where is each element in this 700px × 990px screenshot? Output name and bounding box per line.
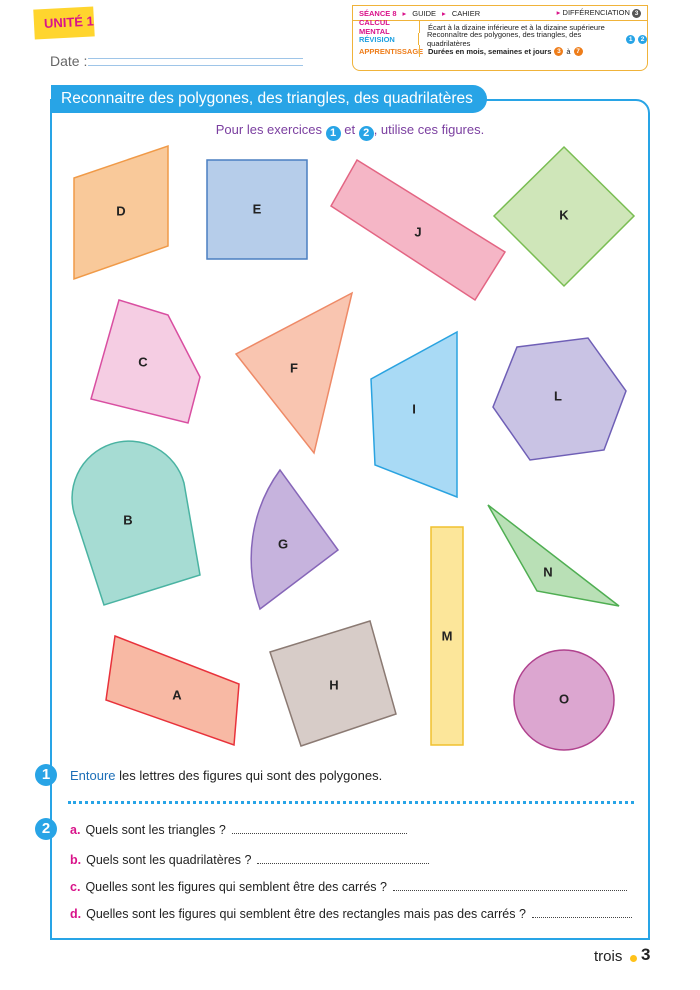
shape-e[interactable] [207,160,307,259]
arrow-icon: ▸ [442,8,446,18]
info-value: Reconnaître des polygones, des triangles, des quadrilatères 1 2 [418,33,647,45]
svg-text:M: M [441,628,453,644]
arrow-icon: ▸ [402,8,407,18]
shape-a[interactable] [106,636,239,745]
shape-h[interactable] [270,621,396,746]
footer-dot [630,955,637,962]
shape-b[interactable] [72,441,200,605]
shape-f[interactable] [236,293,352,453]
page-word: trois [594,948,623,965]
info-value: Écart à la dizaine inférieure et à la dizaine supérieure [419,21,605,33]
info-key: CALCUL MENTAL [359,18,390,36]
shape-o[interactable] [514,650,614,750]
svg-text:J: J [414,224,422,240]
svg-text:H: H [329,677,339,693]
shape-c[interactable] [91,300,200,423]
svg-text:I: I [412,401,416,417]
svg-text:K: K [559,207,569,223]
section-title: Reconnaitre des polygones, des triangles, des quadrilatères [51,85,487,113]
info-key: APPRENTISSAGE [359,46,424,56]
svg-text:F: F [290,360,298,376]
exercise-1-verb: Entoure [70,768,116,783]
info-key: RÉVISION [359,34,395,44]
svg-text:G: G [277,536,289,552]
exercise-2-number: 2 [35,818,57,840]
exercise-2-badge: 2 [359,126,374,141]
shape-g[interactable] [251,470,338,609]
svg-text:O: O [558,691,570,707]
exercise-1-instruction: Entoure les lettres des figures qui sont des polygones. [70,768,383,783]
differenciation-link[interactable]: ▸ DIFFÉRENCIATION 3 [557,8,641,18]
answer-line-a[interactable] [232,833,407,834]
page-number: 3 [641,945,651,964]
exercise-badge: 1 [626,35,635,44]
shape-i[interactable] [371,332,457,497]
exercise-1-number: 1 [35,764,57,786]
svg-text:E: E [252,201,262,217]
answer-line-c[interactable] [393,890,627,891]
svg-text:B: B [123,512,133,528]
differenciation-badge: 3 [632,9,641,18]
question-d: d. Quelles sont les figures qui semblent être des rectangles mais pas des carrés ? [70,907,632,921]
intro-text: Pour les exercices 1 et 2 , utilise ces figures. [215,122,485,139]
cahier-link[interactable]: CAHIER [451,8,481,18]
arrow-icon: ▸ [556,8,561,17]
dotted-separator [68,801,634,804]
guide-link[interactable]: GUIDE [412,8,437,18]
answer-line-b[interactable] [257,863,429,864]
exercise-1-badge: 1 [326,126,341,141]
svg-text:D: D [116,203,126,219]
svg-text:N: N [543,564,553,580]
svg-text:A: A [172,687,182,703]
seance-label: SÉANCE 8 [359,8,397,18]
question-c: c. Quelles sont les figures qui semblent être des carrés ? [70,880,627,894]
answer-line-d[interactable] [532,917,632,918]
question-b: b. Quels sont les quadrilatères ? [70,853,429,867]
shape-d[interactable] [74,146,168,279]
shape-k[interactable] [494,147,634,286]
info-value: Durées en mois, semaines et jours 3 à 7 [419,45,583,57]
shape-j[interactable] [331,160,505,300]
unit-tag: UNITÉ 1 [33,6,94,39]
shape-n[interactable] [488,505,619,606]
question-a: a. Quels sont les triangles ? [70,823,407,837]
exercise-badge: 3 [554,47,563,56]
date-label: Date : [50,53,88,69]
svg-text:C: C [138,354,148,370]
exercise-badge: 7 [574,47,583,56]
exercise-badge: 2 [638,35,647,44]
shape-l[interactable] [493,338,626,460]
svg-text:L: L [554,388,562,404]
shape-m[interactable] [431,527,463,745]
